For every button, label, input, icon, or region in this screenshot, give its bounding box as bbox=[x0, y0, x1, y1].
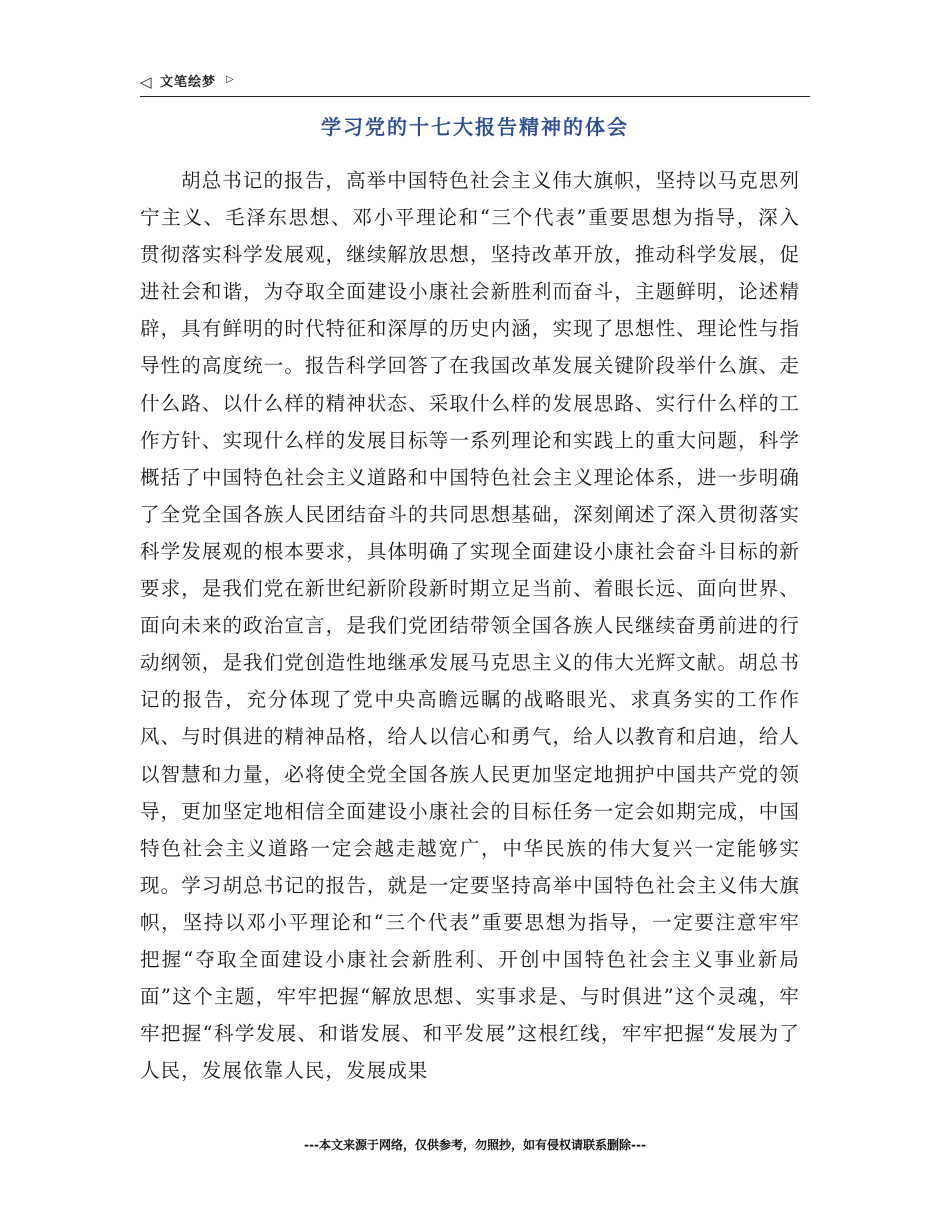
document-title: 学习党的十七大报告精神的体会 bbox=[321, 115, 629, 139]
right-triangle-icon: ▷ bbox=[226, 74, 234, 85]
left-triangle-icon: ◁ bbox=[140, 73, 152, 91]
header-brand: 文笔绘梦 bbox=[160, 75, 217, 90]
page-header bbox=[140, 70, 810, 97]
body-paragraph: 胡总书记的报告，高举中国特色社会主义伟大旗帜，坚持以马克思列宁主义、毛泽东思想、邓小平理论和“三个代表”重要思想为指导，深入贯彻落实科学发展观，继续解放思想，坚持改革开放，推动科学发展，促进社会和谐，为夺取全面建设小康社会新胜利而奋斗，主题鲜明，论述精辟，具有鲜明的时代特征和深厚的历史内涵，实现了思想性、理论性与指导性的高度统一。报告科学回答了在我国改革发展关键阶段举什么旗、走什么路、以什么样的精神状态、采取什么样的发展思路、实行什么样的工作方针、实现什么样的发展目标等一系列理论和实践上的重大问题，科学概括了中国特色社会主义道路和中国特色社会主义理论体系，进一步明确了全党全国各族人民团结奋斗的共同思想基础，深刻阐述了深入贯彻落实科学发展观的根本要求，具体明确了实现全面建设小康社会奋斗目标的新要求，是我们党在新世纪新阶段新时期立足当前、着眼长远、面向世界、面向未来的政治宣言，是我们党团结带领全国各族人民继续奋勇前进的行动纲领，是我们党创造性地继承发展马克思主义的伟大光辉文献。胡总书记的报告，充分体现了党中央高瞻远瞩的战略眼光、求真务实的工作作风、与时俱进的精神品格，给人以信心和勇气，给人以教育和启迪，给人以智慧和力量，必将使全党全国各族人民更加坚定地拥护中国共产党的领导，更加坚定地相信全面建设小康社会的目标任务一定会如期完成，中国特色社会主义道路一定会越走越宽广，中华民族的伟大复兴一定能够实现。学习胡总书记的报告，就是一定要坚持高举中国特色社会主义伟大旗帜，坚持以邓小平理论和“三个代表”重要思想为指导，一定要注意牢牢把握“夺取全面建设小康社会新胜利、开创中国特色社会主义事业新局面”这个主题，牢牢把握“解放思想、实事求是、与时俱进”这个灵魂，牢牢把握“科学发展、和谐发展、和平发展”这根红线，牢牢把握“发展为了人民，发展依靠人民，发展成果 bbox=[140, 169, 800, 1083]
source-disclaimer: ---本文来源于网络，仅供参考，勿照抄，如有侵权请联系删除--- bbox=[304, 1138, 646, 1152]
